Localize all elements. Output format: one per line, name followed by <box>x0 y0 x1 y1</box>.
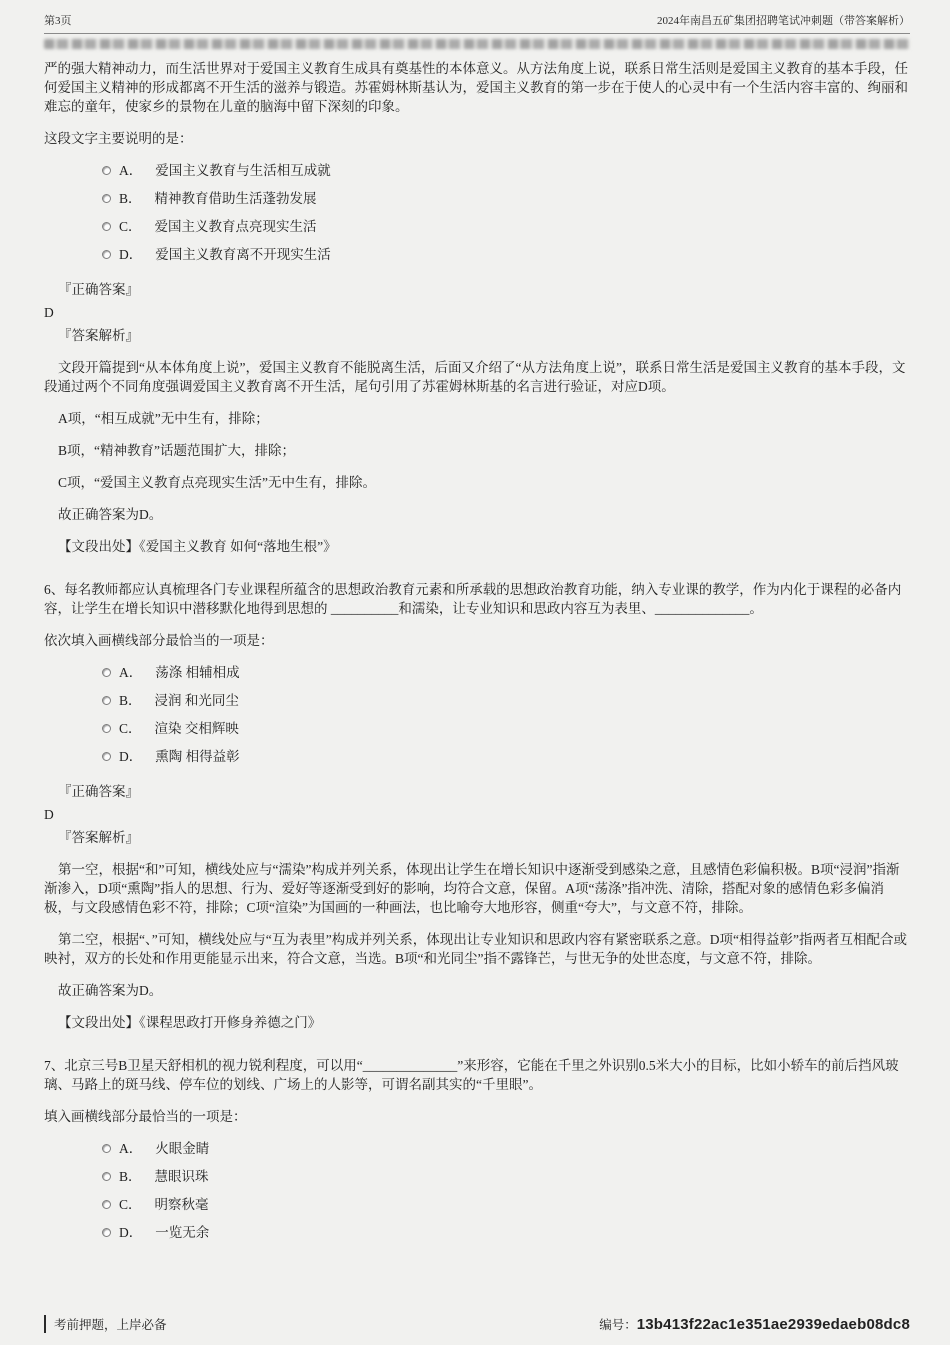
question-7-prompt: 填入画横线部分最恰当的一项是： <box>44 1109 247 1124</box>
question-5-passage-source: 【文段出处】《爱国主义教育 如何“落地生根”》 <box>58 539 337 554</box>
option-letter: B． <box>119 1169 142 1184</box>
option-letter: C． <box>119 219 142 234</box>
question-7-option-a[interactable] <box>102 1139 910 1158</box>
page-footer <box>44 1315 910 1333</box>
page-number: 第3页 <box>44 15 72 27</box>
option-letter: C． <box>119 721 142 736</box>
document-id-value: 13b413f22ac1e351ae2939edaeb08dc8 <box>636 1316 910 1333</box>
question-5-option-d[interactable] <box>102 245 910 264</box>
document-title: 2024年南昌五矿集团招聘笔试冲刺题（带答案解析） <box>657 15 910 27</box>
radio-button-icon[interactable] <box>102 1228 111 1237</box>
question-6-text: 6、每名教师都应认真梳理各门专业课程所蕴含的思想政治教育元素和所承载的思想政治教育功能，纳入专业课的教学，作为内化于课程的必备内容，让学生在增长知识中潜移默化地得到思想的 __________和濡染，让专业知识和思政内容互为表里、______________。 <box>44 582 902 616</box>
question-5-option-c[interactable] <box>102 217 910 236</box>
question-6-option-c[interactable] <box>102 719 910 738</box>
question-5-passage: 严的强大精神动力，而生活世界对于爱国主义教育生成具有奠基性的本体意义。从方法角度上说，联系日常生活则是爱国主义教育的基本手段，任何爱国主义精神的形成都离不开生活的滋养与锻造。苏霍姆林斯基认为，爱国主义教育的第一步在于使人的心灵中有一个生活内容丰富的、绚丽和难忘的童年，使家乡的景物在儿童的脑海中留下深刻的印象。 <box>44 61 908 114</box>
question-5-analysis-paragraph-3: B项，“精神教育”话题范围扩大，排除； <box>58 443 295 458</box>
option-text: 爱国主义教育与生活相互成就 <box>155 163 331 178</box>
question-6-analysis-paragraph-2: 第二空，根据“、”可知，横线处应与“互为表里”构成并列关系，体现出让专业知识和思政内容有紧密联系之意。D项“相得益彰”指两者互相配合或映衬，双方的长处和作用更能显示出来，符合文意，当选。B项“和光同尘”指不露锋芒，与世无争的处世态度，与文意不符，排除。 <box>44 932 907 966</box>
document-id <box>599 1315 910 1333</box>
option-text: 熏陶 相得益彰 <box>155 749 240 764</box>
question-7-text: 7、北京三号B卫星天舒相机的视力锐利程度，可以用“______________”来形容，它能在千里之外识别0.5米大小的目标，比如小轿车的前后挡风玻璃、马路上的斑马线、停车位的划线、广场上的人影等，可谓名副其实的“千里眼”。 <box>44 1058 899 1092</box>
question-6-analysis-paragraph-1: 第一空，根据“和”可知，横线处应与“濡染”构成并列关系，体现出让学生在增长知识中逐渐受到感染之意，且感情色彩偏积极。B项“浸润”指渐渐渗入，D项“熏陶”指人的思想、行为、爱好等逐渐受到好的影响，均符合文意，保留。A项“荡涤”指冲洗、清除，搭配对象的感情色彩多偏消极，与文段感情色彩不符，排除；C项“渲染”为国画的一种画法，也比喻夸大地形容，侧重“夸大”，与文意不符，排除。 <box>44 862 900 915</box>
radio-button-icon[interactable] <box>102 250 111 259</box>
option-letter: D． <box>119 247 143 262</box>
option-text: 浸润 和光同尘 <box>154 693 239 708</box>
option-text: 荡涤 相辅相成 <box>155 665 240 680</box>
option-text: 明察秋毫 <box>154 1197 209 1212</box>
question-7-option-d[interactable] <box>102 1223 910 1242</box>
option-letter: B． <box>119 191 142 206</box>
radio-button-icon[interactable] <box>102 668 111 677</box>
question-5-analysis-paragraph-1: 文段开篇提到“从本体角度上说”，爱国主义教育不能脱离生活，后面又介绍了“从方法角度上说”，联系日常生活是爱国主义教育的基本手段，文段通过两个不同角度强调爱国主义教育离不开生活，尾句引用了苏霍姆林斯基的名言进行验证，对应D项。 <box>44 360 906 394</box>
option-text: 爱国主义教育离不开现实生活 <box>155 247 331 262</box>
question-7-option-b[interactable] <box>102 1167 910 1186</box>
question-5-analysis-paragraph-2: A项，“相互成就”无中生有，排除； <box>58 411 269 426</box>
option-text: 慧眼识珠 <box>154 1169 209 1184</box>
question-5-analysis-paragraph-4: C项，“爱国主义教育点亮现实生活”无中生有，排除。 <box>58 475 376 490</box>
option-letter: A． <box>119 1141 143 1156</box>
option-text: 一览无余 <box>155 1225 210 1240</box>
option-letter: C． <box>119 1197 142 1212</box>
radio-button-icon[interactable] <box>102 166 111 175</box>
document-id-label: 编号： <box>599 1318 637 1332</box>
radio-button-icon[interactable] <box>102 194 111 203</box>
question-6-analysis-conclusion: 故正确答案为D。 <box>58 983 163 998</box>
question-6-options <box>102 663 910 766</box>
option-letter: B． <box>119 693 142 708</box>
document-body <box>44 59 910 1242</box>
question-7-options <box>102 1139 910 1242</box>
radio-button-icon[interactable] <box>102 222 111 231</box>
option-text: 爱国主义教育点亮现实生活 <box>154 219 317 234</box>
analysis-label: 『答案解析』 <box>58 328 139 343</box>
option-letter: A． <box>119 163 143 178</box>
question-5-option-b[interactable] <box>102 189 910 208</box>
cutoff-blurred-text-line <box>44 39 910 49</box>
question-6-passage-source: 【文段出处】《课程思政打开修身养德之门》 <box>58 1015 322 1030</box>
radio-button-icon[interactable] <box>102 696 111 705</box>
radio-button-icon[interactable] <box>102 752 111 761</box>
option-letter: D． <box>119 1225 143 1240</box>
radio-button-icon[interactable] <box>102 1144 111 1153</box>
question-5-option-a[interactable] <box>102 161 910 180</box>
page-header <box>44 12 910 28</box>
question-5-prompt: 这段文字主要说明的是： <box>44 131 193 146</box>
option-text: 火眼金睛 <box>155 1141 210 1156</box>
question-5-correct-answer: D <box>44 305 54 320</box>
radio-button-icon[interactable] <box>102 1172 111 1181</box>
option-text: 渲染 交相辉映 <box>154 721 239 736</box>
correct-answer-label: 『正确答案』 <box>58 282 139 297</box>
question-6-correct-answer: D <box>44 807 54 822</box>
question-7-option-c[interactable] <box>102 1195 910 1214</box>
radio-button-icon[interactable] <box>102 724 111 733</box>
question-6-option-d[interactable] <box>102 747 910 766</box>
option-letter: D． <box>119 749 143 764</box>
analysis-label: 『答案解析』 <box>58 830 139 845</box>
radio-button-icon[interactable] <box>102 1200 111 1209</box>
header-divider <box>44 33 910 34</box>
question-6-prompt: 依次填入画横线部分最恰当的一项是： <box>44 633 274 648</box>
question-6-option-b[interactable] <box>102 691 910 710</box>
footer-slogan: 考前押题，上岸必备 <box>44 1315 167 1333</box>
question-5-options <box>102 161 910 264</box>
option-text: 精神教育借助生活蓬勃发展 <box>154 191 317 206</box>
correct-answer-label: 『正确答案』 <box>58 784 139 799</box>
question-6-option-a[interactable] <box>102 663 910 682</box>
option-letter: A． <box>119 665 143 680</box>
question-5-analysis-conclusion: 故正确答案为D。 <box>58 507 163 522</box>
